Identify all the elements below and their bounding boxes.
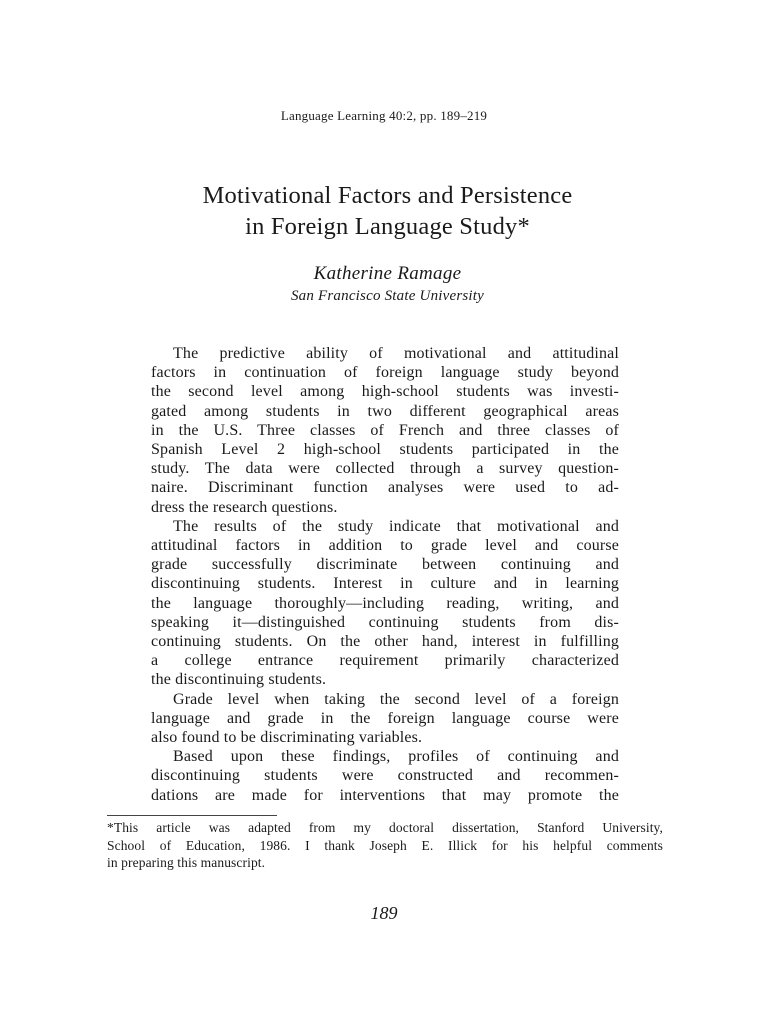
footnote-line: in preparing this manuscript.	[107, 855, 266, 870]
abstract-line: Based upon these findings, profiles of continuing and	[173, 748, 619, 766]
page-number: 189	[370, 903, 398, 923]
running-head: Language Learning 40:2, pp. 189–219	[280, 108, 488, 123]
abstract-line: study. The data were collected through a survey question-	[151, 460, 619, 478]
abstract	[151, 344, 619, 805]
abstract-line: the discontinuing students.	[151, 671, 327, 689]
abstract-line: in the U.S. Three classes of French and three classes of	[151, 421, 619, 439]
article-title	[0, 180, 768, 242]
abstract-line: The predictive ability of motivational and attitudinal	[173, 345, 619, 362]
abstract-line: attitudinal factors in addition to grade level and course	[151, 537, 619, 555]
title-line-1: Motivational Factors and Persistence	[202, 182, 573, 209]
abstract-line: a college entrance requirement primarily characterized	[151, 652, 619, 670]
abstract-line: dress the research questions.	[151, 498, 338, 516]
abstract-line: The results of the study indicate that motivational and	[173, 517, 619, 535]
footnote-line: School of Education, 1986. I thank Joseph E. Illick for his helpful comments	[107, 837, 663, 853]
author-affiliation: San Francisco State University	[290, 288, 485, 304]
abstract-line: factors in continuation of foreign language study beyond	[151, 364, 619, 382]
abstract-line: continuing students. On the other hand, interest in fulfilling	[151, 633, 619, 651]
abstract-line: discontinuing students. Interest in culture and in learning	[151, 575, 619, 593]
title-line-2: in Foreign Language Study*	[245, 213, 530, 240]
footnote-line: *This article was adapted from my doctoral dissertation, Stanford University,	[107, 820, 663, 835]
abstract-line: dations are made for interventions that may promote the	[151, 786, 619, 804]
abstract-line: Spanish Level 2 high-school students participated in the	[151, 441, 619, 459]
abstract-line: grade successfully discriminate between continuing and	[151, 556, 619, 574]
abstract-line: gated among students in two different geographical areas	[151, 402, 619, 420]
author-name: Katherine Ramage	[313, 263, 462, 284]
abstract-line: discontinuing students were constructed and recommen-	[151, 767, 619, 785]
abstract-line: also found to be discriminating variables.	[151, 729, 423, 747]
abstract-line: speaking it—distinguished continuing students from dis-	[151, 613, 619, 631]
abstract-line: Grade level when taking the second level of a foreign	[173, 690, 619, 708]
abstract-line: language and grade in the foreign language course were	[151, 709, 619, 727]
abstract-line: naire. Discriminant function analyses were used to ad-	[151, 479, 619, 497]
abstract-line: the language thoroughly—including reading, writing, and	[151, 594, 619, 612]
abstract-line: the second level among high-school students was investi-	[151, 383, 619, 401]
footnote-divider	[107, 815, 277, 816]
footnote	[107, 819, 663, 872]
